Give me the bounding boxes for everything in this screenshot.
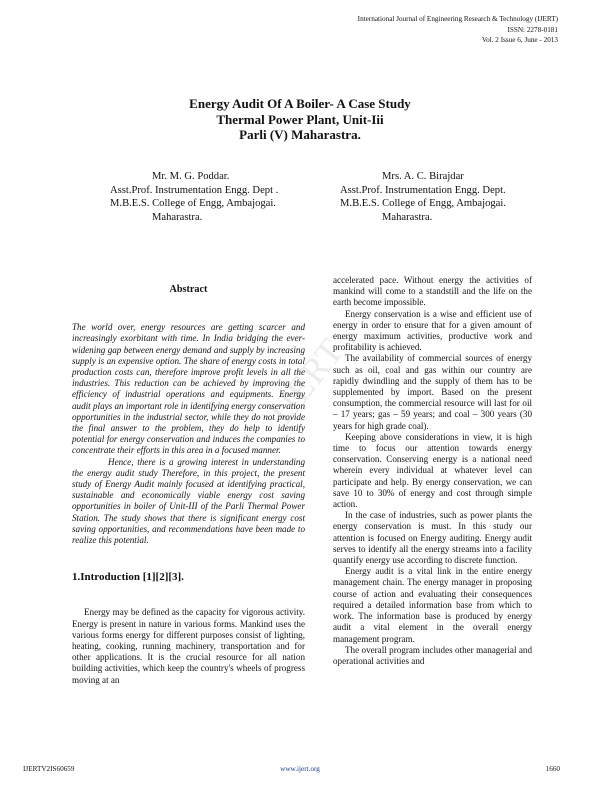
title-line-2: Thermal Power Plant, Unit-Iii <box>216 111 384 127</box>
title-line-3: Parli (V) Maharastra. <box>239 127 361 142</box>
author-position: Asst.Prof. Instrumentation Engg. Dept. <box>340 184 506 196</box>
journal-header <box>358 14 558 46</box>
body-paragraph: Energy conservation is a wise and efficient use of energy in order to ensure that for a given amount of energy maximum activities, productive work and profitability is achieved. <box>333 308 532 353</box>
body-paragraph: The overall program includes other managerial and operational activities and <box>333 644 532 666</box>
author-position: Asst.Prof. Instrumentation Engg. Dept . <box>110 184 279 196</box>
author-state: Maharastra. <box>382 211 433 223</box>
body-paragraph: Energy audit is a vital link in the entire energy management chain. The energy manager in proposing course of action and evaluating their consequences required a detailed information base from which to work. The information base is produced by energy audit a vital element in the overall energy management program. <box>333 566 532 644</box>
footer-paper-id: IJERTV2IS60659 <box>23 765 75 773</box>
footer-website-link[interactable]: www.ijert.org <box>280 765 320 773</box>
body-paragraph: In the case of industries, such as power plants the energy conservation is must. In this study our attention is focused on Energy auditing. Energy audit serves to identify all the energy streams into a facility quantify energy use according to discrete function. <box>333 510 532 566</box>
author-name: Mrs. A. C. Birajdar <box>382 171 464 182</box>
left-column <box>72 284 305 686</box>
introduction-heading: 1.Introduction [1][2][3]. <box>72 571 184 584</box>
volume-issue: Vol. 2 Issue 6, June - 2013 <box>481 36 558 44</box>
abstract-body <box>72 322 305 546</box>
title-line-1: Energy Audit Of A Boiler- A Case Study <box>189 96 411 111</box>
watermark: IJERT <box>260 330 352 432</box>
paper-title <box>0 96 600 143</box>
right-column <box>333 275 532 667</box>
issn: ISSN: 2278-0181 <box>507 25 558 34</box>
body-paragraph: Keeping above considerations in view, it is high time to focus our attention towards energy conservation. Conserving energy is a national need wherein every individual at whatever level can participate and help. By energy conservation, we can save 10 to 30% of energy and cost through simple action. <box>333 431 532 510</box>
abstract-paragraph: The world over, energy resources are getting scarcer and increasingly exorbitant with time. In India bridging the ever-widening gap between energy demand and supply by increasing supply is an expensive option. The share of energy costs in total production costs can, therefore improve profit levels in all the industries. This reduction can be achieved by improving the efficiency of industrial operations and equipments. Energy audit plays an important role in identifying energy conservation opportunities in the industrial sector, while they do not provide the final answer to the problem, they do help to identify potential for energy conservation and induces the companies to concentrate their efforts in this area in a focused manner. <box>72 322 305 456</box>
author-college: M.B.E.S. College of Engg, Ambajogai. <box>340 198 506 210</box>
journal-name: International Journal of Engineering Research & Technology (IJERT) <box>357 15 558 23</box>
author-college: M.B.E.S. College of Engg, Ambajogai. <box>110 198 276 210</box>
author-state: Maharastra. <box>152 211 203 223</box>
author-block-1 <box>110 170 310 224</box>
introduction-paragraph: Energy may be defined as the capacity for vigorous activity. Energy is present in nature in various forms. Mankind uses the various forms energy for different purposes consist of lighting, heating, cooking, running machinery, transportation and for other applications. It is the crucial resource for all nation building activities, which keep the country's wheels of progress moving at an <box>72 607 305 685</box>
footer-page-number: 1660 <box>545 765 560 773</box>
abstract-paragraph: Hence, there is a growing interest in understanding the energy audit study Therefore, in this project, the present study of Energy Audit mainly focused at identifying practical, sustainable and economically viable energy cost saving opportunities in boiler of Unit-III of the Parli Thermal Power Station. The study shows that there is significant energy cost saving opportunities, and recommendations have been made to realize this potential. <box>72 456 305 546</box>
abstract-heading: Abstract <box>169 284 208 295</box>
body-paragraph: accelerated pace. Without energy the activities of mankind will come to a standstill and the life on the earth become impossible. <box>333 275 532 308</box>
author-block-2 <box>340 170 560 224</box>
author-name: Mr. M. G. Poddar. <box>152 171 230 182</box>
body-paragraph: The availability of commercial sources of energy such as oil, coal and gas within our country are rapidly dwindling and the supply of them has to be supplemented by import. Based on the present consumption, the commercial resource will last for oil – 17 years; gas – 59 years; and coal – 300 years (30 years for high grade coal). <box>333 353 532 431</box>
